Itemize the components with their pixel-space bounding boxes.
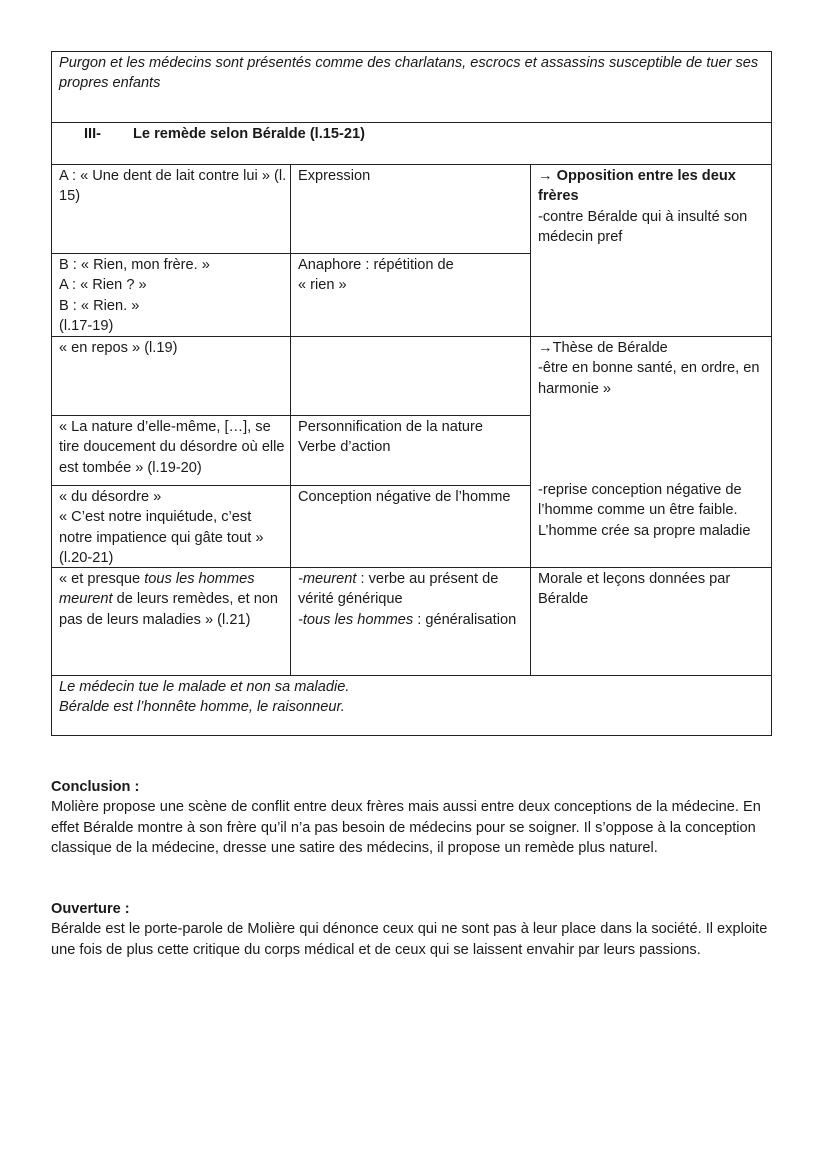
interp-reprise: -reprise conception négative de l’homme comme un être faible. L’homme crée sa propre maladie xyxy=(538,482,751,539)
ouverture-heading: Ouverture : xyxy=(51,901,130,917)
row-6-device-italic-2: -tous les hommes xyxy=(298,611,414,628)
table-divider-intro xyxy=(51,122,772,123)
table-border-right xyxy=(771,51,772,735)
interp-morale: Morale et leçons données par Béralde xyxy=(538,571,731,608)
row-6-device-text-1: : verbe au présent de vérité générique xyxy=(298,571,499,608)
row-4-quote: « La nature d’elle-même, […], se tire doucement du désordre où elle est tombée » (l.19-20) xyxy=(59,419,285,476)
arrow-right-icon: → xyxy=(538,168,553,184)
table-divider-row1 xyxy=(51,253,531,254)
table-border-left xyxy=(51,51,52,735)
conclusion-heading: Conclusion : xyxy=(51,779,140,795)
table-border-top xyxy=(51,51,772,52)
table-divider-section xyxy=(51,164,772,165)
row-6-quote-end: de leurs remèdes, et non pas de leurs maladies » (l.21) xyxy=(59,591,279,628)
section-title: Le remède selon Béralde (l.15-21) xyxy=(133,126,365,142)
interp-these xyxy=(538,338,768,399)
interp-these-heading: Thèse de Béralde xyxy=(552,340,668,356)
interp-opposition xyxy=(538,166,768,247)
arrow-right-icon: → xyxy=(538,340,553,356)
conclusion-paragraph: Molière propose une scène de conflit entre deux frères mais aussi entre deux conceptions de la médecine. En effet Béralde montre à son frère qu’il n’a pas besoin de médecins pour se soigner. Il s’oppose à la conception classique de la médecine, dresse une satire des médecins, il propose un remède plus naturel. xyxy=(51,799,761,856)
row-1-device: Expression xyxy=(298,168,371,184)
row-2-quote: B : « Rien, mon frère. » A : « Rien ? » B : « Rien. » (l.17-19) xyxy=(59,257,210,334)
row-5-quote: « du désordre » « C’est notre inquiétude, c’est notre impatience qui gâte tout » (l.20-21) xyxy=(59,489,264,566)
table-conclusion-line-1: Le médecin tue le malade et non sa maladie. xyxy=(59,679,350,695)
row-6-device-italic-1: -meurent xyxy=(298,571,357,587)
table-divider-row6 xyxy=(51,675,772,676)
row-6-device-text-2: : généralisation xyxy=(413,611,517,628)
row-6-quote-start: « et presque xyxy=(59,571,145,587)
row-4-device: Personnification de la nature Verbe d’action xyxy=(298,419,483,456)
table-divider-row3 xyxy=(51,415,531,416)
row-3-quote: « en repos » (l.19) xyxy=(59,340,178,356)
section-number: III- xyxy=(84,126,102,142)
interp-these-text: -être en bonne santé, en ordre, en harmonie » xyxy=(538,360,760,397)
table-conclusion-line-2: Béralde est l’honnête homme, le raisonneur. xyxy=(59,699,345,716)
row-6-quote-italic: tous les hommes meurent xyxy=(59,571,255,608)
conclusion-section xyxy=(51,777,781,858)
table-col-divider-2 xyxy=(530,164,531,675)
table-border-bottom xyxy=(51,735,772,736)
intro-row-text: Purgon et les médecins sont présentés comme des charlatans, escrocs et assassins susceptible de tuer ses propres enfants xyxy=(59,55,759,92)
row-5-device: Conception négative de l’homme xyxy=(298,489,511,505)
row-6-quote xyxy=(59,569,279,630)
ouverture-paragraph: Béralde est le porte-parole de Molière qui dénonce ceux qui ne sont pas à leur place dans la société. Il exploite une fois de plus cette critique du corps médical et de ceux qui se laissent envahir par leurs passions. xyxy=(51,921,768,958)
interp-opposition-text: -contre Béralde qui à insulté son médecin pref xyxy=(538,208,748,245)
row-6-device xyxy=(298,569,526,630)
interp-opposition-heading: Opposition entre les deux frères xyxy=(538,168,736,205)
row-1-quote: A : « Une dent de lait contre lui » (l. 15) xyxy=(59,168,287,205)
table-col-divider-1 xyxy=(290,164,291,675)
table-divider-row4 xyxy=(51,485,531,486)
table-conclusion xyxy=(59,677,765,718)
ouverture-section xyxy=(51,899,781,960)
row-2-device: Anaphore : répétition de « rien » xyxy=(298,257,454,294)
